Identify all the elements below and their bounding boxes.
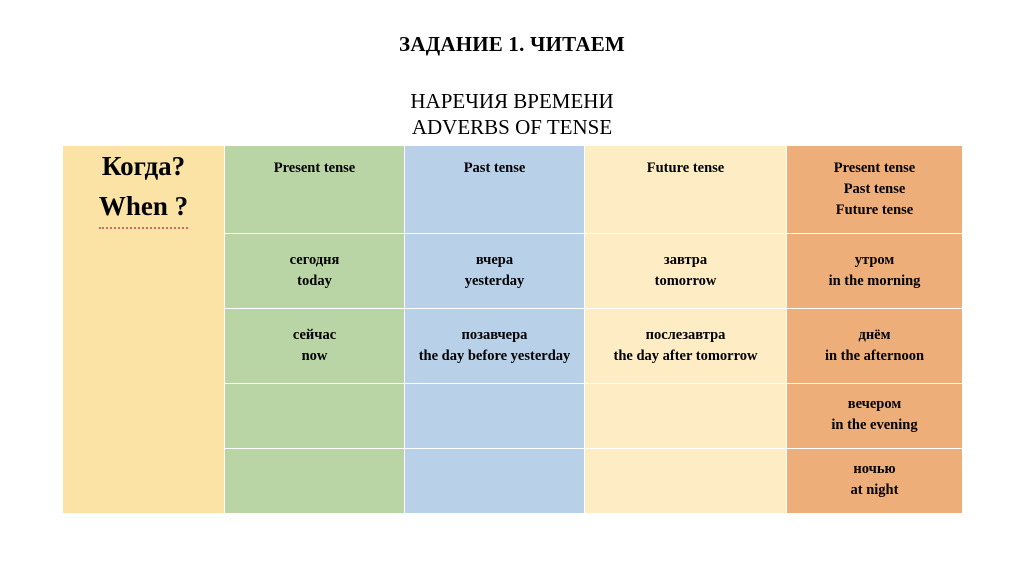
cell-text-en: today xyxy=(297,273,332,289)
cell-text-ru: вчера xyxy=(475,252,514,268)
cell-future-row4 xyxy=(585,449,787,514)
subtitle-line-english: ADVERBS OF TENSE xyxy=(411,115,613,139)
cell-present-row4 xyxy=(225,449,405,514)
cell-present-row1 xyxy=(225,234,405,309)
when-label-russian: Когда? xyxy=(101,151,186,181)
cell-text-en: yesterday xyxy=(464,273,525,289)
cell-text-en: the day before yesterday xyxy=(418,348,571,364)
cell-text-ru: вечером xyxy=(847,396,902,412)
cell-text-ru: позавчера xyxy=(461,327,528,343)
cell-text-ru: сейчас xyxy=(292,327,337,343)
cell-all-row3 xyxy=(787,384,963,449)
cell-text-ru: послезавтра xyxy=(645,327,726,343)
header-all-line-3: Future tense xyxy=(835,202,914,218)
cell-text-ru: сегодня xyxy=(289,252,340,268)
cell-present-row2 xyxy=(225,309,405,384)
cell-text-ru: завтра xyxy=(663,252,708,268)
cell-text-en: in the evening xyxy=(831,417,918,433)
page-subtitle xyxy=(0,88,1024,140)
cell-past-row3 xyxy=(405,384,585,449)
cell-text-en: the day after tomorrow xyxy=(613,348,758,364)
table-header-row xyxy=(63,146,963,234)
header-all-tenses xyxy=(787,146,963,234)
cell-past-row2 xyxy=(405,309,585,384)
cell-text-en: in the afternoon xyxy=(824,348,925,364)
page-title: ЗАДАНИЕ 1. ЧИТАЕМ xyxy=(399,32,625,56)
cell-text-en: at night xyxy=(850,482,899,498)
when-label-english: When ? xyxy=(99,186,188,229)
cell-text-ru: днём xyxy=(858,327,891,343)
when-column-cell xyxy=(63,146,225,514)
when-label xyxy=(63,146,224,229)
cell-past-row1 xyxy=(405,234,585,309)
cell-text-ru: утром xyxy=(854,252,895,268)
cell-text-en: now xyxy=(301,348,328,364)
cell-all-row1 xyxy=(787,234,963,309)
when-label-english-wrap xyxy=(67,186,220,229)
cell-present-row3 xyxy=(225,384,405,449)
cell-future-row2 xyxy=(585,309,787,384)
cell-future-row1 xyxy=(585,234,787,309)
header-past-tense: Past tense xyxy=(405,146,585,234)
cell-text-en: tomorrow xyxy=(654,273,717,289)
header-present-tense: Present tense xyxy=(225,146,405,234)
header-future-tense: Future tense xyxy=(585,146,787,234)
header-all-line-2: Past tense xyxy=(843,181,906,197)
cell-all-row2 xyxy=(787,309,963,384)
cell-text-en: in the morning xyxy=(828,273,921,289)
cell-past-row4 xyxy=(405,449,585,514)
subtitle-line-russian: НАРЕЧИЯ ВРЕМЕНИ xyxy=(410,89,614,113)
adverbs-table xyxy=(62,145,963,514)
cell-future-row3 xyxy=(585,384,787,449)
cell-text-ru: ночью xyxy=(853,461,896,477)
header-all-line-1: Present tense xyxy=(833,160,916,176)
cell-all-row4 xyxy=(787,449,963,514)
